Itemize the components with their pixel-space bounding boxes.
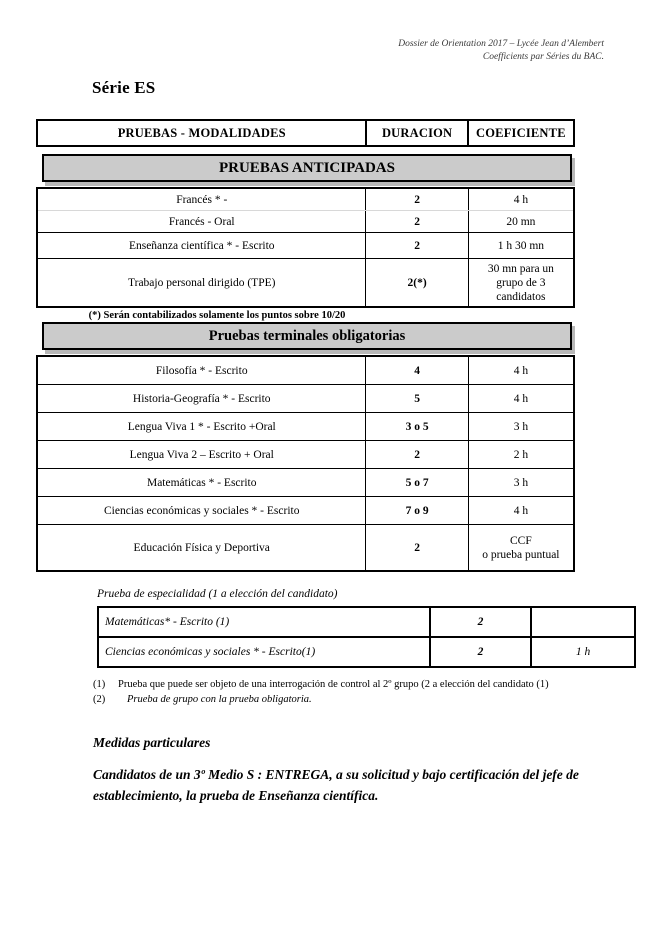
specialty-row (99, 608, 634, 638)
table-row (38, 357, 573, 385)
table-row (38, 259, 573, 306)
row-duration: 5 o 7 (365, 469, 468, 496)
specialty-coefficient (532, 608, 634, 636)
row-coefficient (469, 259, 573, 306)
row-coefficient: 2 h (513, 448, 529, 461)
row-coefficient: 20 mn (506, 215, 536, 228)
footnote-text: Prueba que puede ser objeto de una interrogación de control al 2º grupo (2 a elección del candidato (1) (118, 679, 549, 690)
banner-label-terminales: Pruebas terminales obligatorias (42, 322, 572, 350)
row-description: Francés - Oral (168, 215, 235, 228)
specialty-duration: 2 (429, 608, 532, 636)
row-duration: 2 (365, 189, 468, 210)
measures-title: Medidas particulares (93, 735, 211, 750)
footnote-number: (2) (93, 693, 106, 705)
specialty-table (97, 606, 636, 668)
row-duration: 2 (365, 441, 468, 468)
section-body-anticipadas (36, 187, 575, 308)
specialty-description: Matemáticas* - Escrito (1) (105, 616, 230, 628)
row-coefficient: 4 h (513, 504, 529, 517)
row-description: Matemáticas * - Escrito (146, 476, 257, 489)
row-coefficient (469, 525, 573, 570)
row-description: Enseñanza científica * - Escrito (128, 239, 275, 252)
table-row (38, 497, 573, 525)
footnote-text: Prueba de grupo con la prueba obligatoria. (127, 693, 312, 705)
specialty-coefficient: 1 h (575, 646, 591, 658)
row-coefficient: 3 h (513, 476, 529, 489)
row-coefficient: 3 h (513, 420, 529, 433)
row-duration: 7 o 9 (365, 497, 468, 524)
coefficient-line: candidatos (496, 290, 546, 303)
row-coefficient: 4 h (513, 392, 529, 405)
coefficient-line: 30 mn para un (487, 262, 554, 275)
row-description: Historia-Geografía * - Escrito (132, 392, 271, 405)
table-row (38, 385, 573, 413)
main-table (36, 119, 575, 572)
row-description: Lengua Viva 2 – Escrito + Oral (129, 448, 274, 461)
section-body-terminales (36, 355, 575, 572)
section-footnote-anticipadas: (*) Serán contabilizados solamente los puntos sobre 10/20 (88, 310, 346, 321)
column-header-duration: DURACION (365, 121, 468, 145)
coefficient-line: CCF (510, 534, 532, 547)
table-row (38, 441, 573, 469)
row-duration: 3 o 5 (365, 413, 468, 440)
table-row (38, 525, 573, 570)
row-coefficient: 1 h 30 mn (497, 239, 545, 252)
specialty-description: Ciencias económicas y sociales * - Escrito(1) (105, 646, 316, 658)
table-row (38, 233, 573, 259)
header-line-1: Dossier de Orientation 2017 – Lycée Jean d’Alembert (398, 39, 604, 49)
row-description: Filosofía * - Escrito (155, 364, 248, 377)
row-description: Trabajo personal dirigido (TPE) (128, 276, 276, 289)
row-duration: 2 (365, 525, 468, 570)
table-row (38, 211, 573, 233)
row-description: Educación Física y Deportiva (133, 541, 270, 554)
document-header (0, 38, 604, 64)
column-header-description: PRUEBAS - MODALIDADES (117, 126, 286, 140)
banner-label-anticipadas: PRUEBAS ANTICIPADAS (42, 154, 572, 182)
section-banner-anticipadas (36, 154, 575, 185)
table-row (38, 469, 573, 497)
page-title: Série ES (92, 78, 156, 97)
coefficient-line: grupo de 3 (496, 276, 546, 289)
table-row (38, 189, 573, 211)
footnote-item (93, 678, 593, 692)
table-row (38, 413, 573, 441)
row-coefficient: 4 h (513, 364, 529, 377)
column-header-coefficient: COEFICIENTE (476, 126, 566, 140)
footnote-number: (1) (93, 679, 106, 690)
specialty-row (99, 638, 634, 666)
row-description: Francés * - (176, 193, 228, 206)
row-coefficient: 4 h (513, 193, 529, 206)
row-duration: 2(*) (365, 259, 468, 306)
footnote-item (93, 693, 593, 707)
header-line-2: Coefficients par Séries du BAC. (482, 52, 604, 62)
footnotes (93, 678, 593, 707)
row-duration: 5 (365, 385, 468, 412)
specialty-duration: 2 (429, 638, 532, 666)
row-duration: 4 (365, 357, 468, 384)
table-header-row (36, 119, 575, 147)
coefficient-line: o prueba puntual (482, 548, 560, 561)
measures-body: Candidatos de un 3º Medio S : ENTREGA, a su solicitud y bajo certificación del jefe de establecimiento, la prueba de Enseñanza científica. (93, 767, 579, 803)
row-duration: 2 (365, 233, 468, 258)
section-banner-terminales (36, 322, 575, 353)
row-description: Lengua Viva 1 * - Escrito +Oral (127, 420, 276, 433)
specialty-caption: Prueba de especialidad (1 a elección del candidato) (97, 588, 338, 600)
row-description: Ciencias económicas y sociales * - Escrito (104, 504, 300, 517)
row-duration: 2 (365, 211, 468, 232)
